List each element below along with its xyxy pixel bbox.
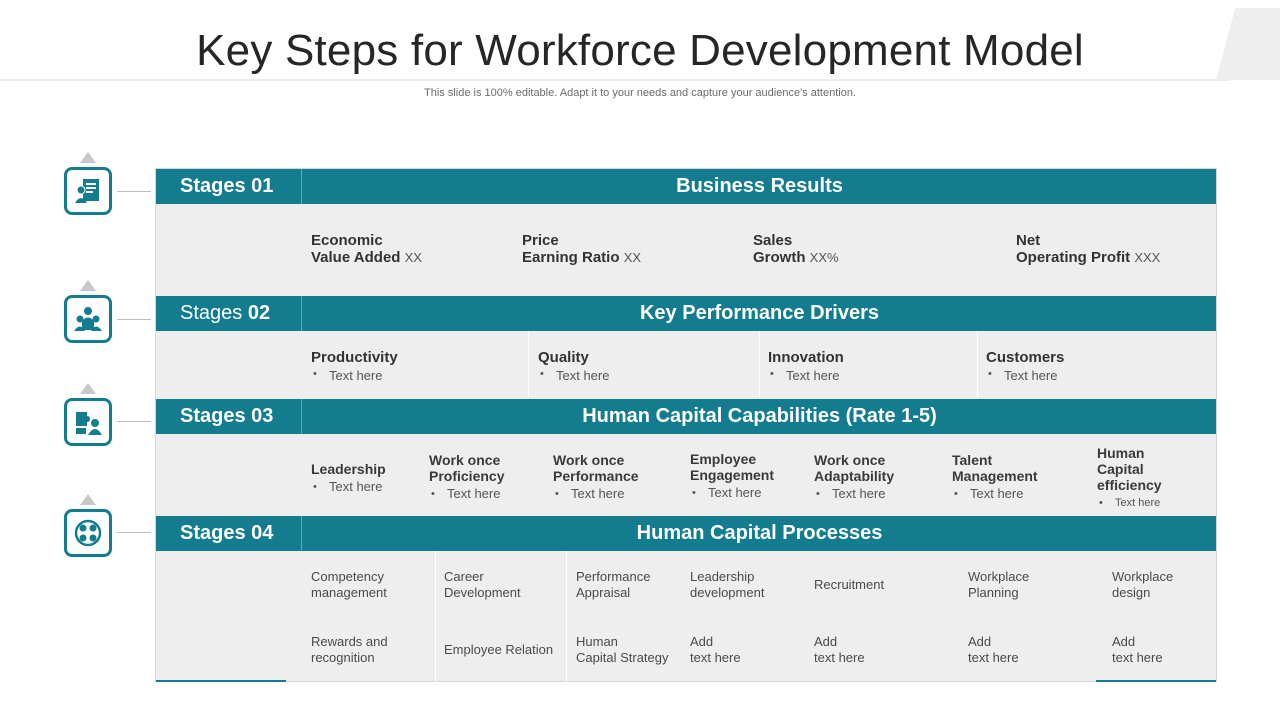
column-divider — [759, 331, 760, 398]
capability-cell: Work once Adaptability • Text here — [814, 452, 894, 502]
stage-label: Stages 02 — [156, 296, 302, 331]
capability-cell: Employee Engagement • Text here — [690, 451, 774, 501]
process-cell: Add text here — [1112, 634, 1163, 665]
capability-cell: Work once Performance • Text here — [553, 452, 639, 502]
driver-cell: Customers • Text here — [986, 349, 1064, 383]
column-divider — [435, 551, 436, 682]
process-cell: Human Capital Strategy — [576, 634, 669, 665]
metric-cell: Sales Growth XX% — [753, 232, 839, 266]
up-arrow-icon — [80, 383, 96, 394]
capability-cell: Talent Management • Text here — [952, 452, 1038, 502]
column-divider — [528, 331, 529, 398]
process-cell: Recruitment — [814, 577, 885, 592]
header-divider — [0, 79, 1230, 81]
stage-1-header — [156, 169, 1216, 204]
up-arrow-icon — [80, 152, 96, 163]
stage-label: Stages 03 — [156, 399, 302, 434]
metric-cell: Net Operating Profit XXX — [1016, 232, 1161, 266]
stage-heading: Business Results — [676, 175, 843, 197]
process-cell: Career Development — [444, 569, 521, 600]
column-divider — [566, 551, 567, 682]
driver-cell: Quality • Text here — [538, 349, 609, 383]
connector-line — [117, 319, 151, 320]
stage-heading: Key Performance Drivers — [639, 302, 879, 324]
connector-line — [117, 421, 151, 422]
process-cell: Add text here — [690, 634, 741, 665]
up-arrow-icon — [80, 280, 96, 291]
column-divider — [977, 331, 978, 398]
stage-heading: Human Capital Processes — [636, 522, 883, 544]
page-subtitle: This slide is 100% editable. Adapt it to your needs and capture your audience's attention. — [424, 87, 856, 99]
up-arrow-icon — [80, 494, 96, 505]
stage-4-header — [156, 516, 1216, 551]
connector-line — [117, 532, 151, 533]
stage-label: Stages 01 — [156, 169, 302, 204]
process-cell: Workplace design — [1112, 569, 1174, 600]
process-cell: Leadership development — [690, 569, 765, 600]
metric-cell: Economic Value Added XX — [311, 232, 422, 266]
stage-2-header — [156, 296, 1216, 331]
page-title: Key Steps for Workforce Development Model — [196, 26, 1084, 75]
capability-cell: Work once Proficiency • Text here — [429, 452, 504, 502]
capability-cell: Leadership • Text here — [311, 461, 386, 495]
process-cell: Competency management — [311, 569, 387, 600]
driver-cell: Innovation • Text here — [768, 349, 844, 383]
process-cell: Performance Appraisal — [576, 569, 651, 600]
stage-heading: Human Capital Capabilities (Rate 1-5) — [582, 405, 937, 427]
stage-3-header — [156, 399, 1216, 434]
workforce-model-table — [155, 168, 1217, 682]
connector-line — [117, 191, 151, 192]
bottom-accent-line — [156, 680, 286, 682]
process-cell: Rewards and recognition — [311, 634, 388, 665]
process-cell: Add text here — [968, 634, 1019, 665]
process-cell: Employee Relation — [444, 642, 554, 657]
resume-icon — [64, 167, 112, 215]
process-cell: Add text here — [814, 634, 865, 665]
capability-cell: Human Capital efficiency • Text here — [1097, 445, 1162, 511]
metric-cell: Price Earning Ratio XX — [522, 232, 642, 266]
puzzle-person-icon — [64, 398, 112, 446]
process-cycle-icon — [64, 509, 112, 557]
driver-cell: Productivity • Text here — [311, 349, 398, 383]
stage-label: Stages 04 — [156, 516, 302, 551]
process-cell: Workplace Planning — [968, 569, 1030, 600]
team-icon — [64, 295, 112, 343]
bottom-accent-line — [1096, 680, 1216, 682]
